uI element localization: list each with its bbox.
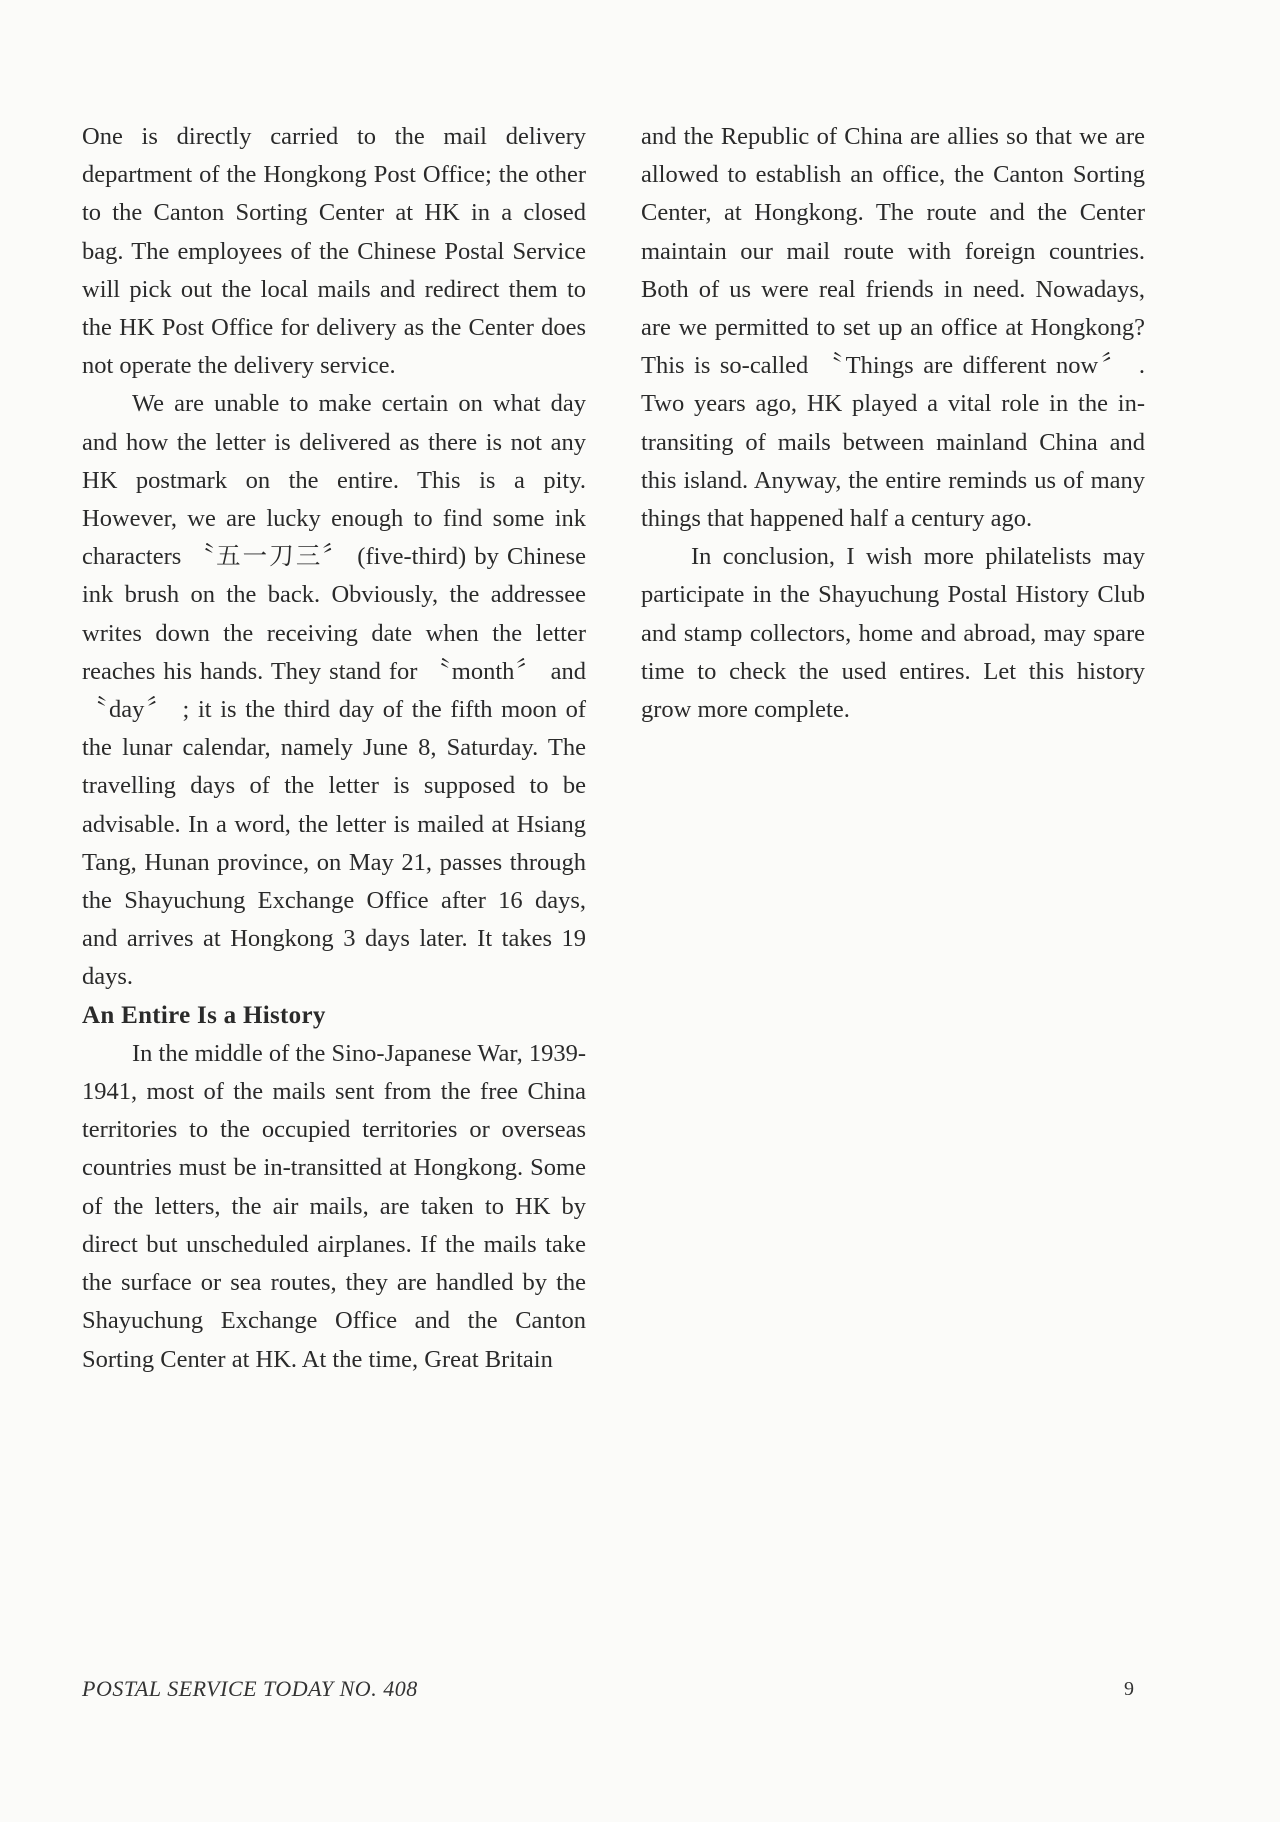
publication-footer: POSTAL SERVICE TODAY NO. 408 — [82, 1676, 418, 1701]
right-paragraph-1: and the Republic of China are allies so that we are allowed to establish an office, the Canton Sorting Center, at Hongkong. The route and the Center maintain our mail route with foreign countries. Both of us were real friends in need. Nowadays, are we permitted to set up an office at Hongkong? This is so-called 〝Things are different now〞 . Two years ago, HK played a vital role in the in-transiting of mails between mainland China and this island. Anyway, the entire reminds us of many things that happened half a century ago. — [641, 123, 1145, 533]
page-number: 9 — [1124, 1678, 1134, 1700]
right-paragraph-2: In conclusion, I wish more philatelists may participate in the Shayuchung Postal History Club and stamp collectors, home and abroad, may spare time to check the used entires. Let this history grow more complete. — [641, 543, 1145, 724]
section-heading: An Entire Is a History — [82, 1001, 326, 1029]
left-paragraph-3: In the middle of the Sino-Japanese War, 1939-1941, most of the mails sent from the free China territories to the occupied territories or overseas countries must be in-transitted at Hongkong. Some of the letters, the air mails, are taken to HK by direct but unscheduled airplanes. If the mails take the surface or sea routes, they are handled by the Shayuchung Exchange Office and the Canton Sorting Center at HK. At the time, Great Britain — [82, 1039, 586, 1373]
right-column — [641, 118, 1145, 729]
left-paragraph-1: One is directly carried to the mail delivery department of the Hongkong Post Office; the other to the Canton Sorting Center at HK in a closed bag. The employees of the Chinese Postal Service will pick out the local mails and redirect them to the HK Post Office for delivery as the Center does not operate the delivery service. — [82, 123, 586, 380]
left-paragraph-2: We are unable to make certain on what day and how the letter is delivered as there is not any HK postmark on the entire. This is a pity. However, we are lucky enough to find some ink characters 〝五一刀三〞 (five-third) by Chinese ink brush on the back. Obviously, the addressee writes down the receiving date when the letter reaches his hands. They stand for 〝month〞 and 〝day〞 ; it is the third day of the fifth moon of the lunar calendar, namely June 8, Saturday. The travelling days of the letter is supposed to be advisable. In a word, the letter is mailed at Hsiang Tang, Hunan province, on May 21, passes through the Shayuchung Exchange Office after 16 days, and arrives at Hongkong 3 days later. It takes 19 days. — [82, 390, 586, 991]
left-column — [82, 118, 586, 1379]
